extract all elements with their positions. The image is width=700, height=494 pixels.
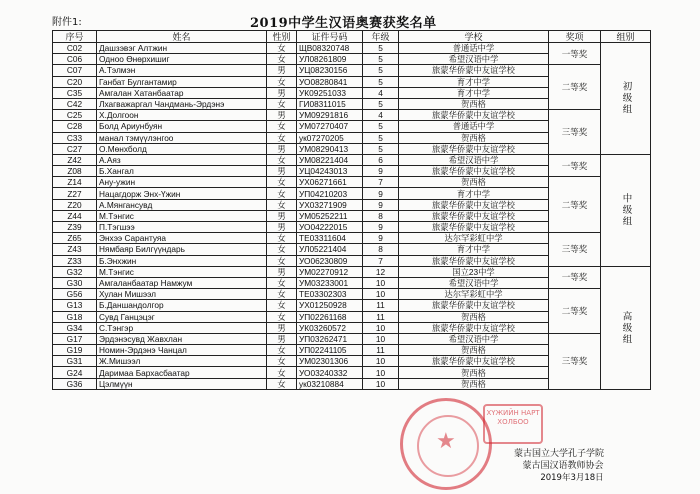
cell-name: П.Тэгшээ bbox=[97, 222, 267, 233]
col-header-school: 学校 bbox=[399, 31, 549, 43]
cell-group: 初级组 bbox=[601, 43, 651, 155]
cell-number: G56 bbox=[53, 289, 97, 300]
col-header-grade: 年级 bbox=[363, 31, 399, 43]
footer-date: 2019年3月18日 bbox=[540, 473, 604, 483]
cell-school: 育才中学 bbox=[399, 188, 549, 199]
cell-number: Z65 bbox=[53, 233, 97, 244]
table-row bbox=[53, 154, 651, 165]
cell-id: ТЕ03302303 bbox=[297, 289, 363, 300]
cell-gender: 女 bbox=[267, 54, 297, 65]
cell-id: УП02261168 bbox=[297, 311, 363, 322]
cell-id: ГИ08311015 bbox=[297, 98, 363, 109]
cell-school: 达尔罕彩虹中学 bbox=[399, 289, 549, 300]
cell-number: G19 bbox=[53, 345, 97, 356]
cell-prize: 一等奖 bbox=[549, 43, 601, 65]
cell-number: C35 bbox=[53, 87, 97, 98]
cell-number: G13 bbox=[53, 300, 97, 311]
cell-number: Z20 bbox=[53, 199, 97, 210]
table-row bbox=[53, 43, 651, 54]
cell-grade: 10 bbox=[363, 367, 399, 378]
cell-number: Z43 bbox=[53, 244, 97, 255]
cell-school: 贺西格 bbox=[399, 177, 549, 188]
cell-id: УЛ08261809 bbox=[297, 54, 363, 65]
footer-org-institute: 蒙古国立大学孔子学院 bbox=[513, 449, 604, 459]
cell-grade: 10 bbox=[363, 356, 399, 367]
cell-grade: 7 bbox=[363, 255, 399, 266]
cell-name: Одноо Өнөрхишиг bbox=[97, 54, 267, 65]
page-title: 2019中学生汉语奥赛获奖名单 bbox=[250, 16, 437, 31]
cell-name: Номин-Эрдэнэ Чанцал bbox=[97, 345, 267, 356]
cell-gender: 男 bbox=[267, 143, 297, 154]
cell-name: Б.Даншандолгор bbox=[97, 300, 267, 311]
cell-grade: 10 bbox=[363, 289, 399, 300]
cell-group: 中级组 bbox=[601, 154, 651, 266]
cell-school: 旅蒙华侨蒙中友谊学校 bbox=[399, 300, 549, 311]
cell-id: УО06230809 bbox=[297, 255, 363, 266]
cell-number: Z33 bbox=[53, 255, 97, 266]
cell-grade: 10 bbox=[363, 277, 399, 288]
cell-number: C20 bbox=[53, 76, 97, 87]
cell-grade: 9 bbox=[363, 199, 399, 210]
col-header-number: 序号 bbox=[53, 31, 97, 43]
cell-name: М.Тэнгис bbox=[97, 210, 267, 221]
cell-name: Дашзэвэг Алтжин bbox=[97, 43, 267, 54]
cell-id: УХ06271661 bbox=[297, 177, 363, 188]
cell-grade: 5 bbox=[363, 43, 399, 54]
cell-id: УЦ08230156 bbox=[297, 65, 363, 76]
cell-name: А.Тэлмэн bbox=[97, 65, 267, 76]
cell-number: C02 bbox=[53, 43, 97, 54]
cell-name: Энхээ Сарантуяа bbox=[97, 233, 267, 244]
cell-grade: 5 bbox=[363, 143, 399, 154]
cell-grade: 7 bbox=[363, 177, 399, 188]
cell-school: 育才中学 bbox=[399, 244, 549, 255]
cell-grade: 5 bbox=[363, 54, 399, 65]
table-row bbox=[53, 233, 651, 244]
cell-number: C07 bbox=[53, 65, 97, 76]
col-header-group: 组别 bbox=[601, 31, 651, 43]
cell-number: Z42 bbox=[53, 154, 97, 165]
cell-name: Ж.Мишээл bbox=[97, 356, 267, 367]
cell-gender: 女 bbox=[267, 289, 297, 300]
cell-name: Эрдэнэсувд Жавхлан bbox=[97, 333, 267, 344]
cell-id: УМ03233001 bbox=[297, 277, 363, 288]
cell-prize: 二等奖 bbox=[549, 65, 601, 110]
cell-name: Нямбаяр Билгүүндарь bbox=[97, 244, 267, 255]
cell-number: C27 bbox=[53, 143, 97, 154]
cell-id: ук07270205 bbox=[297, 132, 363, 143]
cell-school: 育才中学 bbox=[399, 87, 549, 98]
cell-grade: 5 bbox=[363, 76, 399, 87]
cell-name: Лхагважаргал Чандмань-Эрдэнэ bbox=[97, 98, 267, 109]
cell-grade: 6 bbox=[363, 154, 399, 165]
cell-number: Z44 bbox=[53, 210, 97, 221]
footer-org-association: 蒙古国汉语教师协会 bbox=[522, 461, 604, 471]
cell-name: Даримаа Бархасбаатар bbox=[97, 367, 267, 378]
cell-gender: 女 bbox=[267, 98, 297, 109]
cell-id: УХ03271909 bbox=[297, 199, 363, 210]
cell-name: Ганбат Булгантамир bbox=[97, 76, 267, 87]
cell-name: Б.Хангал bbox=[97, 166, 267, 177]
cell-gender: 女 bbox=[267, 356, 297, 367]
table-row bbox=[53, 65, 651, 76]
cell-number: G17 bbox=[53, 333, 97, 344]
cell-name: Б.Энхжин bbox=[97, 255, 267, 266]
cell-number: G36 bbox=[53, 378, 97, 389]
cell-number: G31 bbox=[53, 356, 97, 367]
cell-id: УМ08221404 bbox=[297, 154, 363, 165]
cell-id: УМ02301306 bbox=[297, 356, 363, 367]
table-row bbox=[53, 266, 651, 277]
cell-id: УХ01250928 bbox=[297, 300, 363, 311]
cell-name: Амгаланбаатар Намжум bbox=[97, 277, 267, 288]
cell-grade: 10 bbox=[363, 333, 399, 344]
cell-number: Z14 bbox=[53, 177, 97, 188]
cell-gender: 男 bbox=[267, 110, 297, 121]
association-stamp: ХҮЖИЙН НАРТ ХОЛБОО bbox=[483, 404, 543, 444]
cell-number: G32 bbox=[53, 266, 97, 277]
cell-id: ук03210884 bbox=[297, 378, 363, 389]
cell-school: 贺西格 bbox=[399, 311, 549, 322]
cell-gender: 男 bbox=[267, 333, 297, 344]
cell-gender: 男 bbox=[267, 210, 297, 221]
cell-prize: 二等奖 bbox=[549, 289, 601, 334]
cell-id: УМ05252211 bbox=[297, 210, 363, 221]
cell-grade: 9 bbox=[363, 188, 399, 199]
cell-id: ЩВ08320748 bbox=[297, 43, 363, 54]
cell-prize: 三等奖 bbox=[549, 233, 601, 267]
cell-gender: 女 bbox=[267, 233, 297, 244]
cell-school: 旅蒙华侨蒙中友谊学校 bbox=[399, 356, 549, 367]
cell-number: G34 bbox=[53, 322, 97, 333]
cell-gender: 男 bbox=[267, 65, 297, 76]
cell-id: УЦ04243013 bbox=[297, 166, 363, 177]
cell-gender: 女 bbox=[267, 188, 297, 199]
cell-grade: 9 bbox=[363, 222, 399, 233]
cell-gender: 女 bbox=[267, 378, 297, 389]
cell-grade: 11 bbox=[363, 345, 399, 356]
attachment-label: 附件1: bbox=[52, 17, 82, 28]
cell-name: А.Мянгансувд bbox=[97, 199, 267, 210]
cell-grade: 4 bbox=[363, 110, 399, 121]
cell-grade: 9 bbox=[363, 233, 399, 244]
cell-school: 普通话中学 bbox=[399, 43, 549, 54]
cell-id: УМ08290413 bbox=[297, 143, 363, 154]
cell-gender: 女 bbox=[267, 121, 297, 132]
cell-gender: 女 bbox=[267, 367, 297, 378]
cell-id: УМ02270912 bbox=[297, 266, 363, 277]
cell-group: 高级组 bbox=[601, 266, 651, 389]
cell-grade: 5 bbox=[363, 65, 399, 76]
star-icon: ★ bbox=[436, 429, 456, 454]
cell-gender: 男 bbox=[267, 322, 297, 333]
table-row bbox=[53, 177, 651, 188]
cell-school: 旅蒙华侨蒙中友谊学校 bbox=[399, 143, 549, 154]
cell-number: G30 bbox=[53, 277, 97, 288]
cell-name: Сувд Ганцэцэг bbox=[97, 311, 267, 322]
cell-number: G18 bbox=[53, 311, 97, 322]
cell-name: Ану-ужин bbox=[97, 177, 267, 188]
cell-number: C06 bbox=[53, 54, 97, 65]
cell-grade: 12 bbox=[363, 266, 399, 277]
cell-gender: 男 bbox=[267, 87, 297, 98]
cell-name: Хулан Мишээл bbox=[97, 289, 267, 300]
cell-gender: 女 bbox=[267, 154, 297, 165]
table-row bbox=[53, 289, 651, 300]
cell-name: С.Тэнгэр bbox=[97, 322, 267, 333]
cell-id: УО03240332 bbox=[297, 367, 363, 378]
cell-school: 旅蒙华侨蒙中友谊学校 bbox=[399, 166, 549, 177]
cell-grade: 5 bbox=[363, 98, 399, 109]
cell-grade: 8 bbox=[363, 210, 399, 221]
cell-id: УО04222015 bbox=[297, 222, 363, 233]
cell-number: Z08 bbox=[53, 166, 97, 177]
cell-name: Болд Ариунбуян bbox=[97, 121, 267, 132]
cell-name: Х.Долгоон bbox=[97, 110, 267, 121]
cell-school: 希望汉语中学 bbox=[399, 333, 549, 344]
cell-school: 希望汉语中学 bbox=[399, 154, 549, 165]
cell-gender: 女 bbox=[267, 277, 297, 288]
cell-school: 贺西格 bbox=[399, 378, 549, 389]
cell-gender: 男 bbox=[267, 266, 297, 277]
cell-school: 旅蒙华侨蒙中友谊学校 bbox=[399, 199, 549, 210]
cell-school: 旅蒙华侨蒙中友谊学校 bbox=[399, 110, 549, 121]
cell-school: 国立23中学 bbox=[399, 266, 549, 277]
cell-school: 旅蒙华侨蒙中友谊学校 bbox=[399, 65, 549, 76]
cell-prize: 一等奖 bbox=[549, 266, 601, 288]
cell-school: 育才中学 bbox=[399, 76, 549, 87]
cell-school: 贺西格 bbox=[399, 367, 549, 378]
cell-gender: 女 bbox=[267, 76, 297, 87]
cell-gender: 女 bbox=[267, 177, 297, 188]
cell-id: УП03262471 bbox=[297, 333, 363, 344]
cell-name: Нацагдорж Энх-Үжин bbox=[97, 188, 267, 199]
cell-gender: 男 bbox=[267, 222, 297, 233]
cell-number: Z27 bbox=[53, 188, 97, 199]
cell-gender: 女 bbox=[267, 255, 297, 266]
cell-grade: 11 bbox=[363, 300, 399, 311]
cell-gender: 女 bbox=[267, 244, 297, 255]
table-row bbox=[53, 333, 651, 344]
col-header-gender: 性别 bbox=[267, 31, 297, 43]
cell-number: C25 bbox=[53, 110, 97, 121]
cell-school: 希望汉语中学 bbox=[399, 54, 549, 65]
cell-school: 贺西格 bbox=[399, 345, 549, 356]
cell-id: УК03260572 bbox=[297, 322, 363, 333]
table-row bbox=[53, 110, 651, 121]
cell-gender: 女 bbox=[267, 43, 297, 54]
cell-school: 旅蒙华侨蒙中友谊学校 bbox=[399, 222, 549, 233]
cell-name: Амгалан Хатанбаатар bbox=[97, 87, 267, 98]
cell-grade: 8 bbox=[363, 244, 399, 255]
col-header-id: 证件号码 bbox=[297, 31, 363, 43]
cell-grade: 11 bbox=[363, 311, 399, 322]
cell-grade: 10 bbox=[363, 322, 399, 333]
cell-school: 旅蒙华侨蒙中友谊学校 bbox=[399, 255, 549, 266]
cell-school: 贺西格 bbox=[399, 132, 549, 143]
cell-school: 达尔罕彩虹中学 bbox=[399, 233, 549, 244]
cell-gender: 女 bbox=[267, 300, 297, 311]
cell-name: О.Мөнхболд bbox=[97, 143, 267, 154]
cell-name: М.Тэнгис bbox=[97, 266, 267, 277]
award-table bbox=[52, 30, 651, 390]
cell-id: ТЕ03311604 bbox=[297, 233, 363, 244]
cell-grade: 10 bbox=[363, 378, 399, 389]
cell-number: C28 bbox=[53, 121, 97, 132]
cell-id: УО08280841 bbox=[297, 76, 363, 87]
cell-id: УМ09291816 bbox=[297, 110, 363, 121]
cell-id: УЛ05221404 bbox=[297, 244, 363, 255]
cell-number: C42 bbox=[53, 98, 97, 109]
cell-school: 普通话中学 bbox=[399, 121, 549, 132]
cell-gender: 女 bbox=[267, 345, 297, 356]
table-body bbox=[53, 43, 651, 390]
cell-school: 希望汉语中学 bbox=[399, 277, 549, 288]
cell-school: 贺西格 bbox=[399, 98, 549, 109]
cell-id: УМ07270407 bbox=[297, 121, 363, 132]
cell-gender: 女 bbox=[267, 199, 297, 210]
cell-id: УП04210203 bbox=[297, 188, 363, 199]
cell-gender: 女 bbox=[267, 311, 297, 322]
col-header-name: 姓名 bbox=[97, 31, 267, 43]
cell-grade: 4 bbox=[363, 87, 399, 98]
cell-number: Z39 bbox=[53, 222, 97, 233]
cell-gender: 女 bbox=[267, 132, 297, 143]
cell-grade: 5 bbox=[363, 132, 399, 143]
cell-number: G24 bbox=[53, 367, 97, 378]
cell-prize: 一等奖 bbox=[549, 154, 601, 176]
col-header-prize: 奖项 bbox=[549, 31, 601, 43]
cell-name: А.Аяз bbox=[97, 154, 267, 165]
cell-school: 旅蒙华侨蒙中友谊学校 bbox=[399, 322, 549, 333]
cell-prize: 三等奖 bbox=[549, 333, 601, 389]
cell-prize: 三等奖 bbox=[549, 110, 601, 155]
cell-id: УК09251033 bbox=[297, 87, 363, 98]
official-round-seal bbox=[400, 398, 492, 490]
cell-grade: 5 bbox=[363, 121, 399, 132]
cell-number: C33 bbox=[53, 132, 97, 143]
cell-grade: 9 bbox=[363, 166, 399, 177]
cell-prize: 二等奖 bbox=[549, 177, 601, 233]
table-header-row bbox=[53, 31, 651, 43]
cell-id: УП02241105 bbox=[297, 345, 363, 356]
cell-name: манал тэмүүлэнгоо bbox=[97, 132, 267, 143]
cell-name: Цэлмүүн bbox=[97, 378, 267, 389]
cell-school: 旅蒙华侨蒙中友谊学校 bbox=[399, 210, 549, 221]
cell-gender: 男 bbox=[267, 166, 297, 177]
